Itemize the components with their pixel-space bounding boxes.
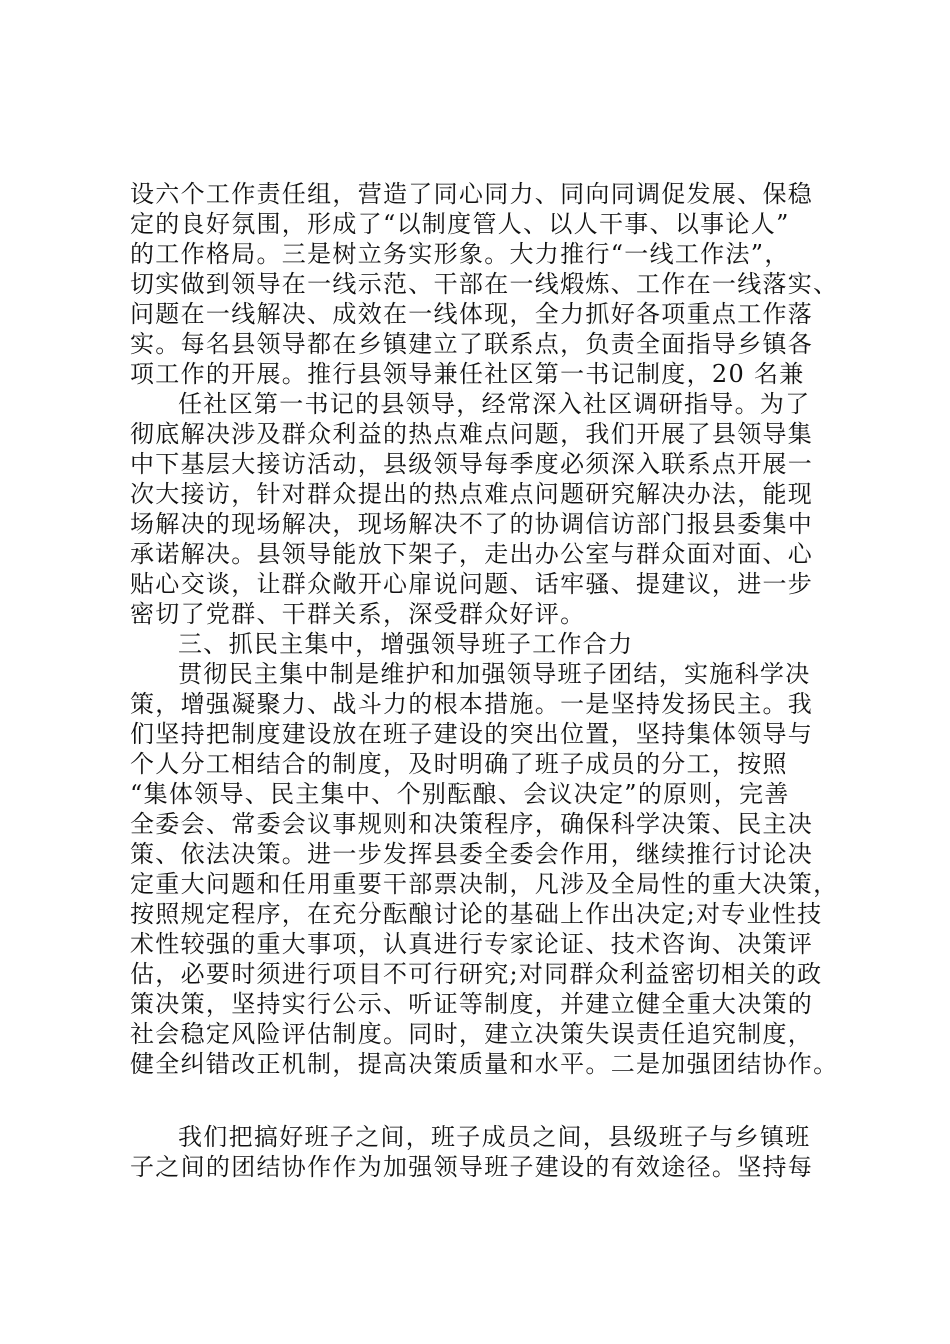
text-line-15: 密切了党群、干群关系，深受群众好评。 [130, 600, 586, 628]
text-line-9: 彻底解决涉及群众利益的热点难点问题，我们开展了县领导集 [130, 420, 814, 448]
text-line-6: 实。每名县领导都在乡镇建立了联系点，负责全面指导乡镇各 [130, 330, 814, 358]
text-line-14: 贴心交谈，让群众敞开心扉说问题、话牢骚、提建议，进一步 [130, 570, 814, 598]
text-line-12: 场解决的现场解决，现场解决不了的协调信访部门报县委集中 [130, 510, 814, 538]
text-line-28: 策决策，坚持实行公示、听证等制度，并建立健全重大决策的 [130, 990, 814, 1018]
text-line-5: 问题在一线解决、成效在一线体现，全力抓好各项重点工作落 [130, 300, 814, 328]
text-line-25: 按照规定程序，在充分酝酿讨论的基础上作出决定;对专业性技 [130, 900, 823, 928]
text-line-27: 估，必要时须进行项目不可行研究;对同群众利益密切相关的政 [130, 960, 823, 988]
text-line-24: 定重大问题和任用重要干部票决制，凡涉及全局性的重大决策， [130, 870, 839, 898]
text-line-32: 子之间的团结协作作为加强领导班子建设的有效途径。坚持每 [130, 1153, 814, 1181]
text-line-13: 承诺解决。县领导能放下架子，走出办公室与群众面对面、心 [130, 540, 814, 568]
text-line-20: 个人分工相结合的制度，及时明确了班子成员的分工，按照 [130, 750, 788, 778]
text-line-18: 策，增强凝聚力、战斗力的根本措施。一是坚持发扬民主。我 [130, 690, 814, 718]
text-line-1: 设六个工作责任组，营造了同心同力、同向同调促发展、保稳 [130, 180, 814, 208]
text-line-26: 术性较强的重大事项，认真进行专家论证、技术咨询、决策评 [130, 930, 814, 958]
text-line-19: 们坚持把制度建设放在班子建设的突出位置，坚持集体领导与 [130, 720, 814, 748]
text-line-7: 项工作的开展。推行县领导兼任社区第一书记制度，20 名兼 [130, 360, 805, 388]
text-line-30: 健全纠错改正机制，提高决策质量和水平。二是加强团结协作。 [130, 1050, 839, 1078]
text-line-17: 贯彻民主集中制是维护和加强领导班子团结，实施科学决 [178, 660, 811, 688]
text-line-8: 任社区第一书记的县领导，经常深入社区调研指导。为了 [178, 390, 811, 418]
text-line-31: 我们把搞好班子之间，班子成员之间，县级班子与乡镇班 [178, 1123, 811, 1151]
text-line-2: 定的良好氛围，形成了“以制度管人、以人干事、以事论人” [130, 210, 790, 238]
text-line-22: 全委会、常委会议事规则和决策程序，确保科学决策、民主决 [130, 810, 814, 838]
text-line-29: 社会稳定风险评估制度。同时，建立决策失误责任追究制度， [130, 1020, 814, 1048]
text-line-10: 中下基层大接访活动，县级领导每季度必须深入联系点开展一 [130, 450, 814, 478]
text-line-3: 的工作格局。三是树立务实形象。大力推行“一线工作法”， [130, 240, 790, 268]
section-heading: 三、抓民主集中，增强领导班子工作合力 [178, 630, 634, 658]
text-line-21: “集体领导、民主集中、个别酝酿、会议决定”的原则，完善 [130, 780, 790, 808]
text-line-23: 策、依法决策。进一步发挥县委全委会作用，继续推行讨论决 [130, 840, 814, 868]
text-line-4: 切实做到领导在一线示范、干部在一线煅炼、工作在一线落实、 [130, 270, 839, 298]
text-line-11: 次大接访，针对群众提出的热点难点问题研究解决办法，能现 [130, 480, 814, 508]
